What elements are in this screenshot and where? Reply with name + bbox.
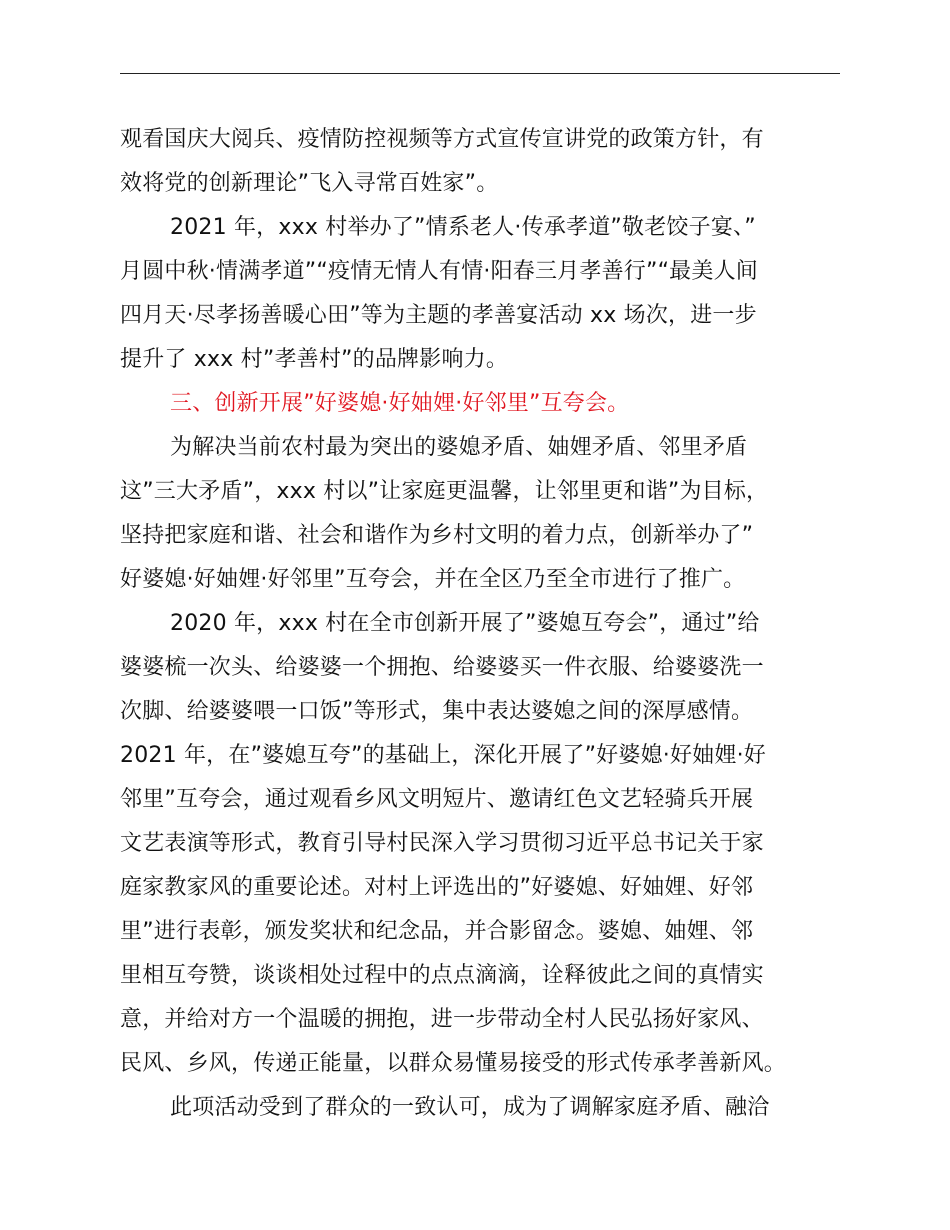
text-line: 里相互夸赞，谈谈相处过程中的点点滴滴，诠释彼此之间的真情实 (120, 963, 764, 988)
header-rule (120, 73, 840, 74)
text-line: 庭家教家风的重要论述。对村上评选出的”好婆媳、好妯娌、好邻 (120, 875, 754, 900)
text-line: 此项活动受到了群众的一致认可，成为了调解家庭矛盾、融洽 (170, 1095, 770, 1120)
text-line: 提升了 xxx 村”孝善村”的品牌影响力。 (120, 347, 509, 372)
text-line: 次脚、给婆婆喂一口饭”等形式，集中表达婆媳之间的深厚感情。 (120, 699, 754, 724)
text-line: 为解决当前农村最为突出的婆媳矛盾、妯娌矛盾、邻里矛盾 (170, 435, 748, 460)
text-line: 里”进行表彰，颁发奖状和纪念品，并合影留念。婆媳、妯娌、邻 (120, 919, 754, 944)
text-line: 四月天·尽孝扬善暖心田”等为主题的孝善宴活动 xx 场次，进一步 (120, 303, 757, 328)
text-line: 效将党的创新理论”飞入寻常百姓家”。 (120, 171, 499, 196)
text-line: 意，并给对方一个温暖的拥抱，进一步带动全村人民弘扬好家风、 (120, 1007, 764, 1032)
text-line: 民风、乡风，传递正能量，以群众易懂易接受的形式传承孝善新风。 (120, 1051, 787, 1076)
text-line: 婆婆梳一次头、给婆婆一个拥抱、给婆婆买一件衣服、给婆婆洗一 (120, 655, 764, 680)
text-line: 2021 年，xxx 村举办了”情系老人·传承孝道”敬老饺子宴、” (170, 215, 756, 240)
section-heading: 三、创新开展”好婆媳·好妯娌·好邻里”互夸会。 (170, 391, 630, 416)
text-line: 月圆中秋·情满孝道”“疫情无情人有情·阳春三月孝善行”“最美人间 (120, 259, 758, 284)
text-line: 坚持把家庭和谐、社会和谐作为乡村文明的着力点，创新举办了” (120, 523, 754, 548)
text-line: 好婆媳·好妯娌·好邻里”互夸会，并在全区乃至全市进行了推广。 (120, 567, 746, 592)
text-line: 文艺表演等形式，教育引导村民深入学习贯彻习近平总书记关于家 (120, 831, 764, 856)
text-line: 这”三大矛盾”，xxx 村以”让家庭更温馨，让邻里更和谐”为目标， (120, 479, 769, 504)
text-line: 2020 年，xxx 村在全市创新开展了”婆媳互夸会”，通过”给 (170, 611, 760, 636)
text-line: 邻里”互夸会，通过观看乡风文明短片、邀请红色文艺轻骑兵开展 (120, 787, 754, 812)
text-line: 2021 年，在”婆媳互夸”的基础上，深化开展了”好婆媳·好妯娌·好 (120, 743, 766, 768)
text-line: 观看国庆大阅兵、疫情防控视频等方式宣传宣讲党的政策方针，有 (120, 127, 764, 152)
